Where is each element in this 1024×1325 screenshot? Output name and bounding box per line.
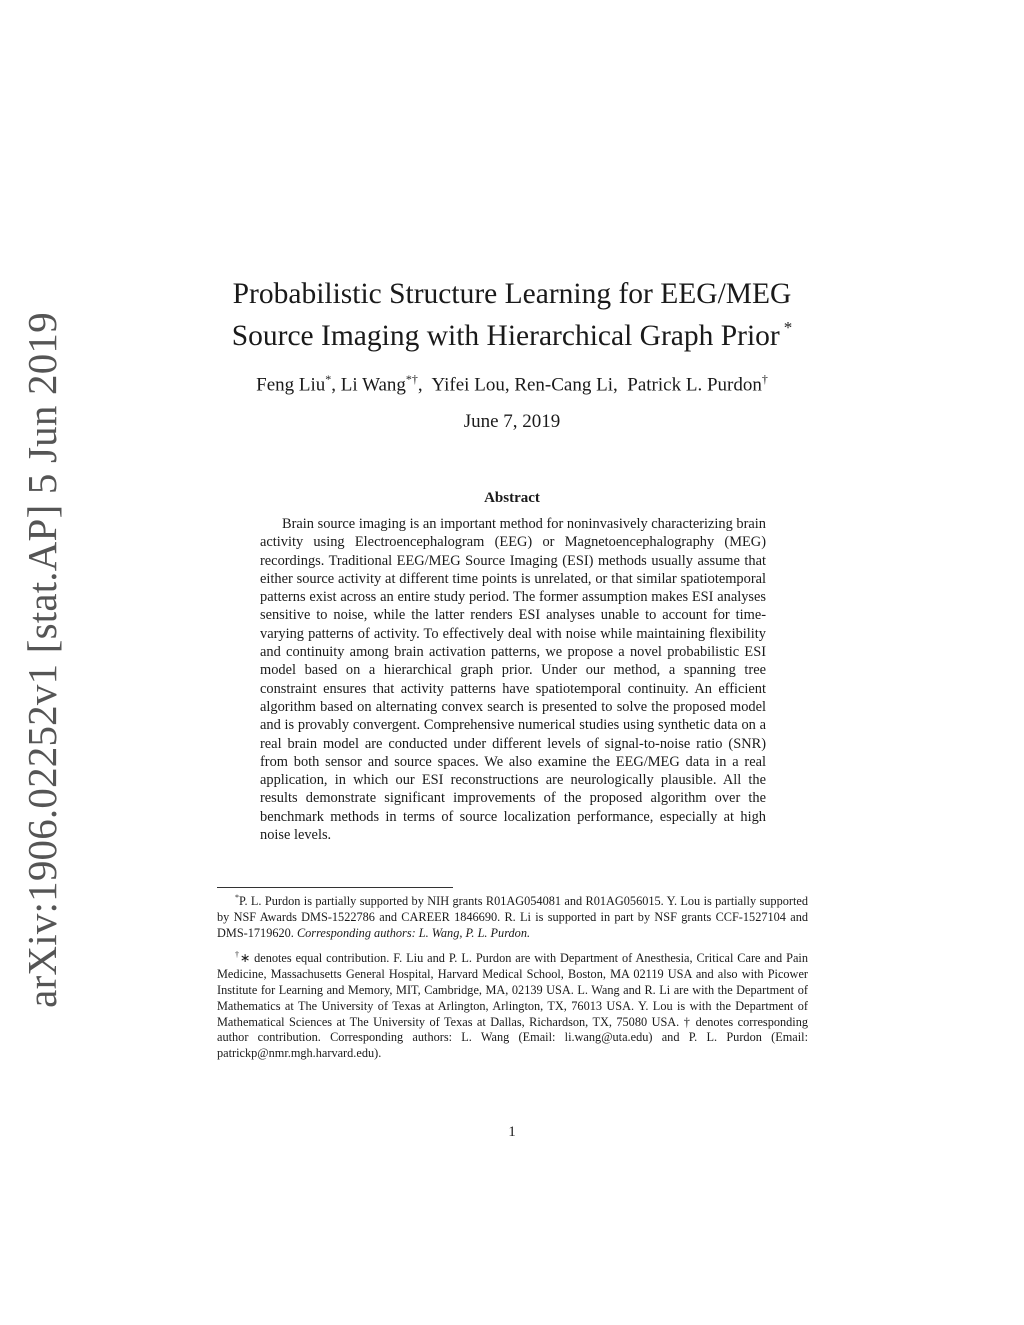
paper-title — [180, 277, 844, 353]
footnotes — [217, 890, 808, 1062]
footnote-2 — [217, 947, 808, 1062]
author-name: Li Wang — [340, 374, 406, 396]
author-name: Ren-Cang Li — [514, 374, 614, 396]
author-name: Patrick L. Purdon — [627, 374, 762, 396]
title-line-2-text: Source Imaging with Hierarchical Graph Prior — [231, 320, 780, 352]
footnote-1-text: P. L. Purdon is partially supported by NIH grants R01AG054081 and R01AG056015. Y. Lou is partially supported by NSF Awards DMS-1522786 and CAREER 1846690. R. Li is supported in part by NSF grants CCF-1527104 and DMS-1719620. — [217, 894, 808, 940]
page-number: 1 — [508, 1124, 516, 1140]
footnote-1-corresponding: Corresponding authors: L. Wang, P. L. Purdon. — [296, 925, 531, 940]
author-list: Feng Liu*, Li Wang*†, Yifei Lou, Ren-Cang Li, Patrick L. Purdon† — [256, 372, 768, 396]
arxiv-identifier: arXiv:1906.02252v1 [stat.AP] 5 Jun 2019 — [19, 312, 65, 1008]
title-footnote-mark: * — [783, 318, 793, 337]
author-name: Yifei Lou — [431, 374, 505, 396]
title-line-2 — [180, 311, 844, 353]
author-mark: † — [761, 372, 768, 386]
footnote-2-text: ∗ denotes equal contribution. F. Liu and P. L. Purdon are with Department of Anesthesia, Critical Care and Pain Medicine, Massachusetts General Hospital, Harvard Medical School, Boston, MA 02119 USA and also with Picower Institute for Learning and Memory, MIT, Cambridge, MA, 02139 USA. L. Wang and R. Li are with the Department of Mathematics at The University of Texas at Arlington, Arlington, TX, 76013 USA. Y. Lou is with the Department of Mathematical Sciences at The University of Texas at Dallas, Richardson, TX, 75080 USA. † denotes corresponding author contribution. Corresponding authors: L. Wang (Email: li.wang@uta.edu) and P. L. Purdon (Email: patrickp@nmr.mgh.harvard.edu). — [217, 950, 808, 1061]
abstract-body: Brain source imaging is an important method for noninvasively characterizing brain activity using Electroencephalogram (EEG) or Magnetoencephalography (MEG) recordings. Traditional EEG/MEG Source Imaging (ESI) methods usually assume that either source activity at different time points is unrelated, or that similar spatiotemporal patterns exist across an entire study period. The former assumption makes ESI analyses sensitive to noise, while the latter renders ESI analyses unable to account for time-varying patterns of activity. To effectively deal with noise while maintaining flexibility and continuity among brain activation patterns, we propose a novel probabilistic ESI model based on a hierarchical graph prior. Under our method, a spanning tree constraint ensures that activity patterns have spatiotemporal continuity. An efficient algorithm based on alternating convex search is presented to solve the proposed model and is provably convergent. Comprehensive numerical studies using synthetic data on a real brain model are conducted under different levels of signal-to-noise ratio (SNR) from both sensor and source spaces. We also examine the EEG/MEG data in a real application, in which our ESI reconstructions are neurologically plausible. All the results demonstrate significant improvements of the proposed algorithm over the benchmark methods in terms of source localization performance, especially at high noise levels. — [260, 516, 766, 844]
publication-date: June 7, 2019 — [463, 411, 561, 432]
footnote-1 — [217, 890, 808, 942]
footnote-1-mark: * — [235, 893, 239, 902]
author-name: Feng Liu — [256, 374, 326, 396]
arxiv-sidebar — [0, 0, 70, 1325]
abstract-heading: Abstract — [484, 490, 540, 506]
title-line-1: Probabilistic Structure Learning for EEG/MEG — [232, 278, 792, 310]
footnote-divider — [217, 887, 453, 888]
author-mark: *† — [405, 372, 418, 386]
footnote-2-mark: † — [235, 949, 240, 959]
author-mark: * — [325, 372, 332, 386]
